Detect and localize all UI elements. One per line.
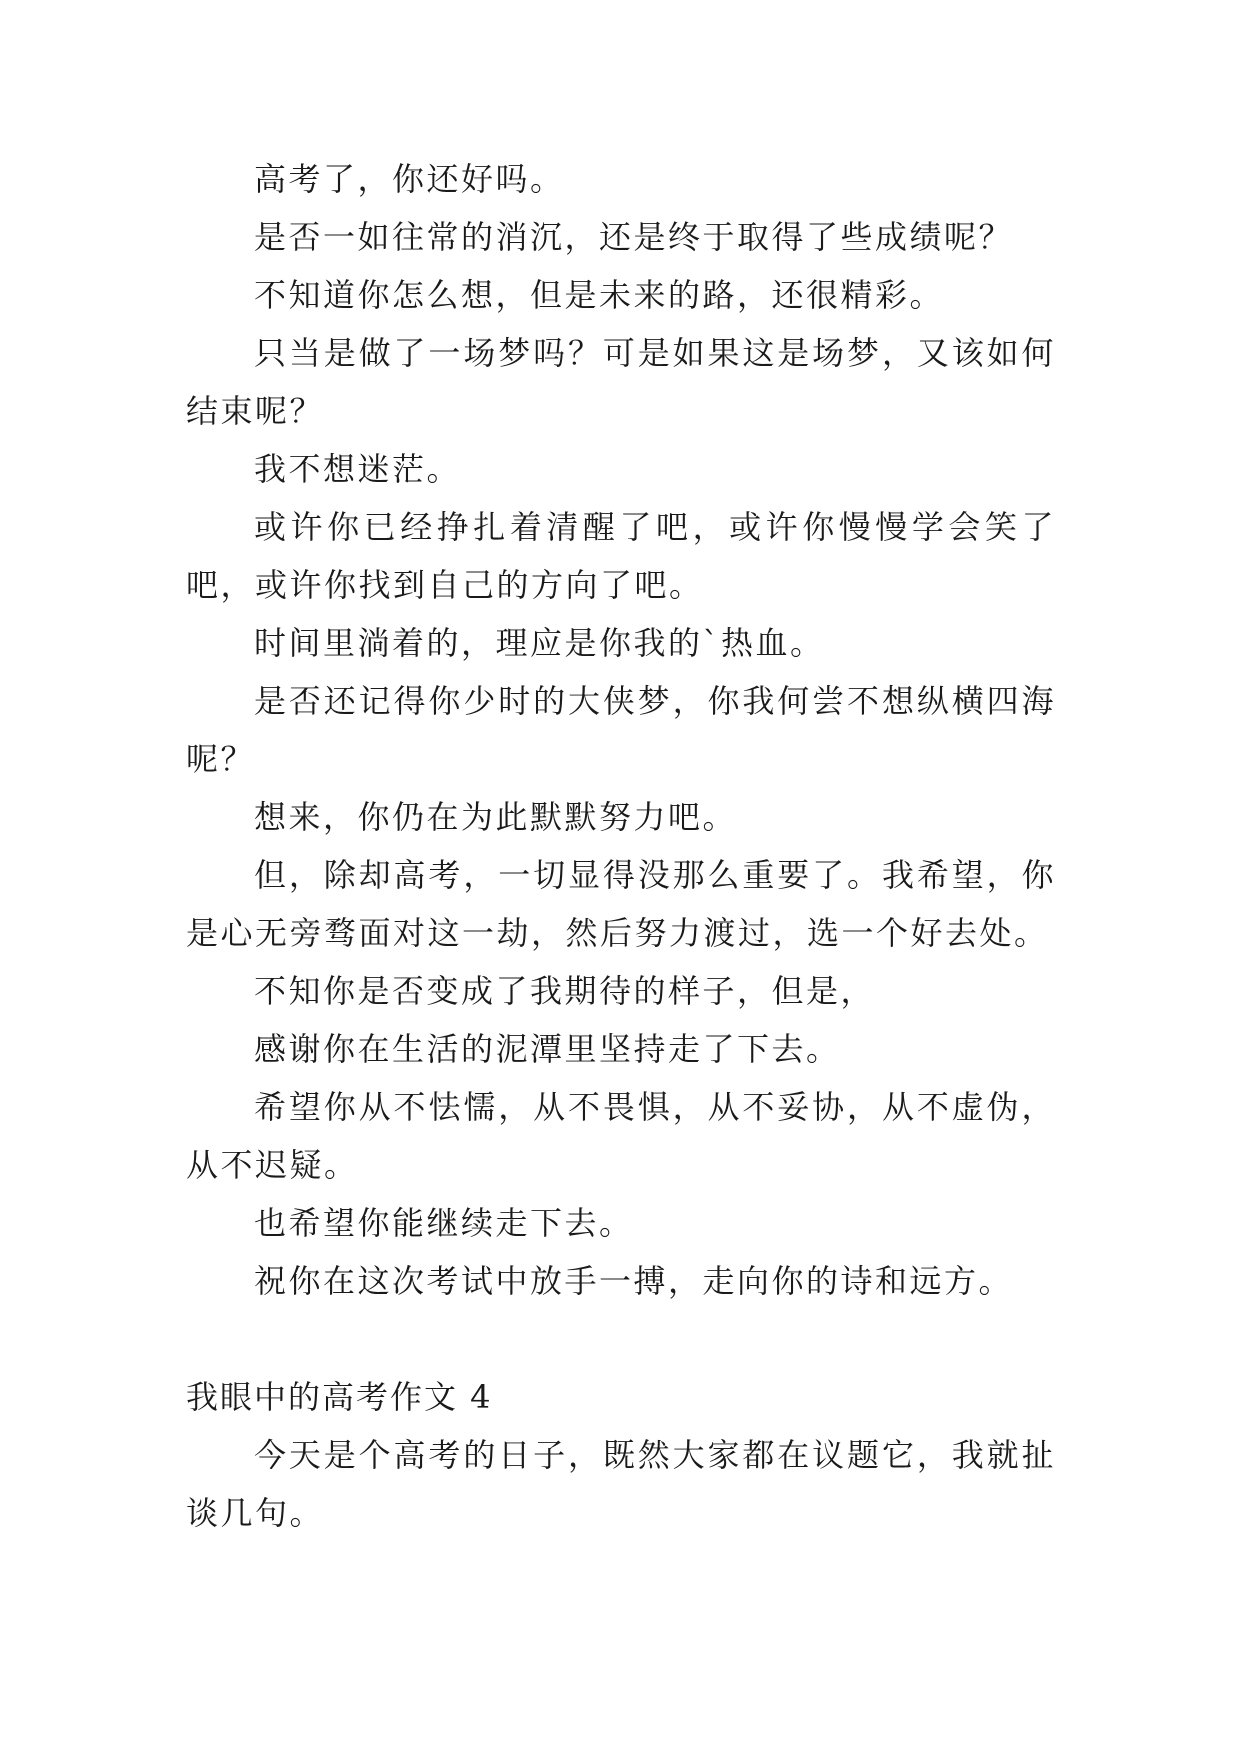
- paragraph: 今天是个高考的日子，既然大家都在议题它，我就扯谈几句。: [186, 1436, 1056, 1532]
- paragraph: 不知道你怎么想，但是未来的路，还很精彩。: [254, 276, 945, 314]
- paragraph: 我不想迷茫。: [254, 450, 462, 488]
- paragraph: 祝你在这次考试中放手一搏，走向你的诗和远方。: [254, 1262, 1014, 1300]
- paragraph: 不知你是否变成了我期待的样子，但是，: [254, 972, 876, 1010]
- paragraph: 感谢你在生活的泥潭里坚持走了下去。: [254, 1030, 841, 1068]
- paragraph: 只当是做了一场梦吗？可是如果这是场梦，又该如何结束呢？: [186, 334, 1056, 430]
- document-body: [186, 150, 1056, 1542]
- section-title: 我眼中的高考作文 4: [186, 1378, 493, 1416]
- paragraph: 时间里淌着的，理应是你我的`热血。: [254, 624, 825, 662]
- paragraph: 或许你已经挣扎着清醒了吧，或许你慢慢学会笑了吧，或许你找到自己的方向了吧。: [186, 508, 1056, 604]
- paragraph: 高考了，你还好吗。: [254, 160, 565, 198]
- paragraph: 但，除却高考，一切显得没那么重要了。我希望，你是心无旁骛面对这一劫，然后努力渡过，选一个好去处。: [186, 856, 1056, 952]
- paragraph: 也希望你能继续走下去。: [254, 1204, 634, 1242]
- paragraph: 是否一如往常的消沉，还是终于取得了些成绩呢？: [254, 218, 1014, 256]
- paragraph: 想来，你仍在为此默默努力吧。: [254, 798, 738, 836]
- paragraph: 是否还记得你少时的大侠梦，你我何尝不想纵横四海呢？: [186, 682, 1056, 778]
- paragraph: 希望你从不怯懦，从不畏惧，从不妥协，从不虚伪，从不迟疑。: [186, 1088, 1056, 1184]
